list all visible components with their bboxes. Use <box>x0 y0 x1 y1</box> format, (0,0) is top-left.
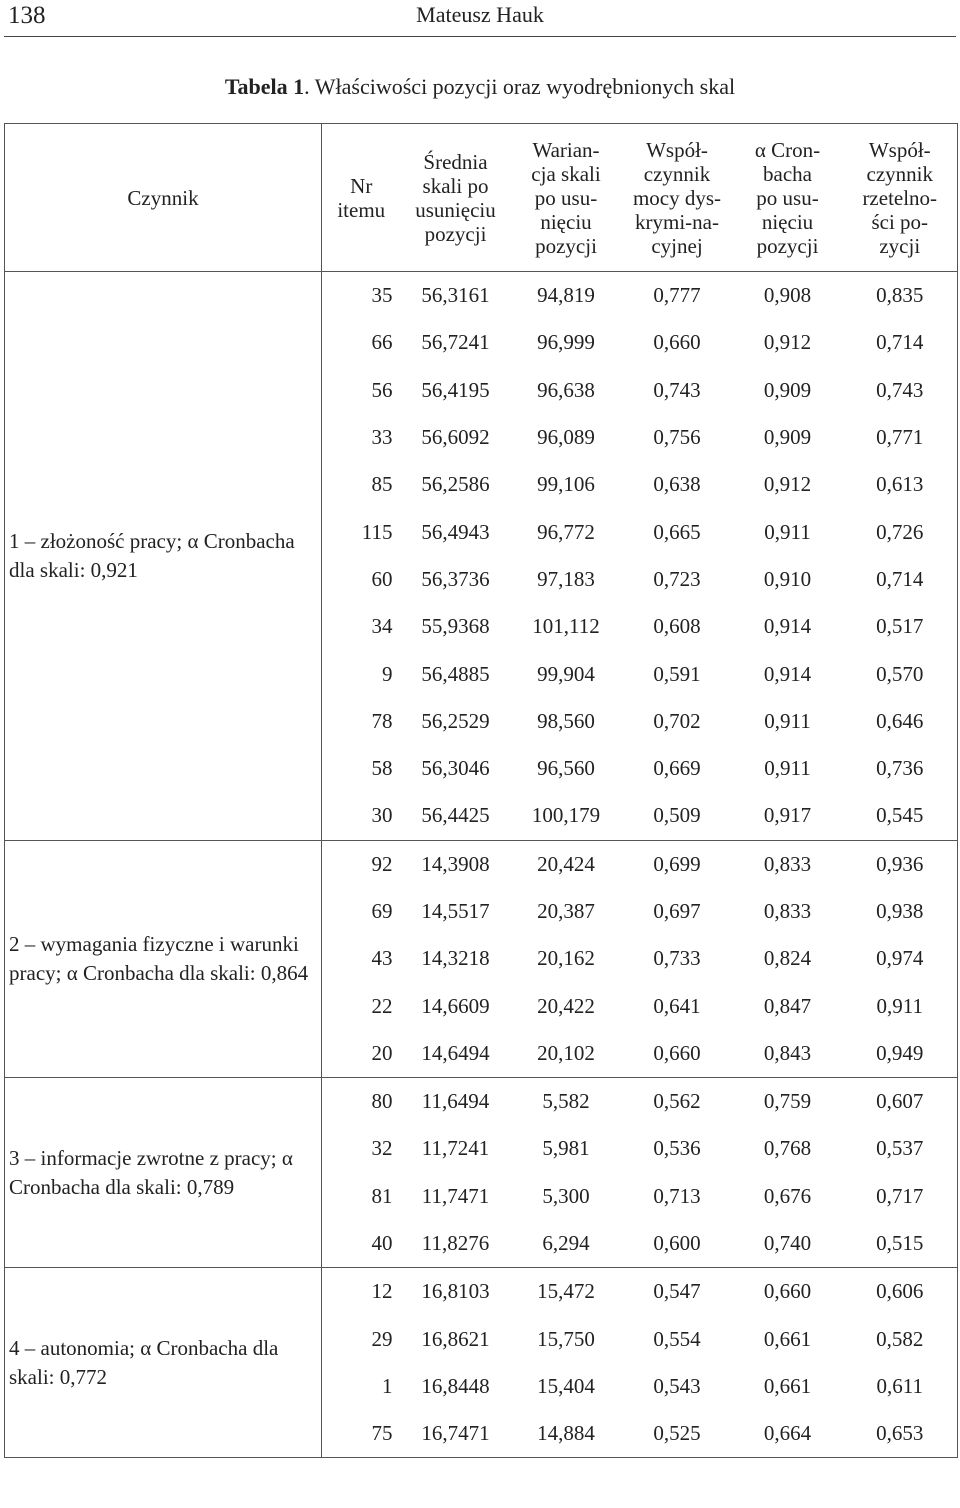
table-cell: 11,6494 <box>401 1078 511 1126</box>
table-cell: 58 <box>322 745 401 792</box>
table-cell: 43 <box>322 935 401 982</box>
table-cell: 0,591 <box>653 661 701 686</box>
table-cell: 11,7241 <box>421 1136 490 1161</box>
table-cell: 56,4885 <box>421 661 490 686</box>
table-cell: 0,824 <box>763 946 812 971</box>
table-cell: 0,653 <box>843 1410 958 1458</box>
table-cell: 0,669 <box>653 756 701 781</box>
table-cell: 5,300 <box>542 1183 590 1208</box>
table-cell: 0,843 <box>763 1040 812 1065</box>
table-cell: 14,6494 <box>421 1040 490 1065</box>
table-cell: 6,294 <box>542 1231 590 1256</box>
table-cell: 0,676 <box>763 1183 812 1208</box>
table-cell: 78 <box>322 698 401 745</box>
table-cell: 0,833 <box>763 899 812 923</box>
table-cell: 0,509 <box>653 803 701 828</box>
table-cell: 0,974 <box>843 935 958 982</box>
table-cell: 56 <box>322 367 401 414</box>
table-cell: 16,7471 <box>401 1410 511 1458</box>
table-cell: 96,999 <box>537 330 595 355</box>
table-cell: 0,699 <box>622 840 733 888</box>
table-cell: 0,545 <box>843 792 958 840</box>
table-cell: 96,560 <box>537 756 595 781</box>
table-cell: 96,638 <box>537 377 595 402</box>
table-cell: 20,102 <box>537 1040 595 1065</box>
table-cell: 16,8621 <box>421 1326 490 1351</box>
table-cell: 0,665 <box>653 519 701 544</box>
table-cell: 69 <box>322 888 401 935</box>
table-cell: 0,909 <box>763 377 812 402</box>
table-cell: 0,554 <box>653 1326 701 1351</box>
table-cell: 81 <box>322 1173 401 1220</box>
table-cell: 14,884 <box>511 1410 622 1458</box>
column-header-7: Współ- czynnik rzetelno- ści po- zycji <box>843 124 958 272</box>
table-cell: 16,8103 <box>401 1268 511 1316</box>
table-cell: 14,5517 <box>421 899 490 923</box>
table-cell: 0,714 <box>843 319 958 366</box>
table-row <box>5 1268 958 1316</box>
table-cell: 0,611 <box>843 1363 958 1410</box>
table-cell: 0,938 <box>843 888 958 935</box>
table-cell: 22 <box>322 982 401 1029</box>
table-cell: 0,911 <box>764 756 811 781</box>
table-cell: 33 <box>322 414 401 461</box>
table-cell: 11,7471 <box>421 1183 490 1208</box>
table-cell: 115 <box>322 508 401 555</box>
table-cell: 56,3161 <box>401 272 511 320</box>
table-cell: 56,3046 <box>421 756 490 781</box>
caption-text: . Właściwości pozycji oraz wyodrębnionych skal <box>304 74 736 99</box>
table-cell: 0,949 <box>843 1030 958 1078</box>
table-cell: 11,8276 <box>421 1231 490 1256</box>
caption-label: Tabela 1 <box>224 74 305 99</box>
column-header-5: Współ- czynnik mocy dys- krymi-na- cyjnej <box>622 124 733 272</box>
table-cell: 97,183 <box>537 566 595 591</box>
table-cell: 0,537 <box>843 1125 958 1172</box>
table-cell: 0,733 <box>653 946 701 971</box>
table-cell: 92 <box>322 840 401 888</box>
table-cell: 15,404 <box>537 1373 595 1398</box>
table-cell: 14,6609 <box>421 993 490 1018</box>
table-cell: 0,582 <box>843 1316 958 1363</box>
table-row <box>5 840 958 888</box>
table-cell: 0,525 <box>622 1410 733 1458</box>
table-cell: 0,914 <box>763 661 812 686</box>
table-cell: 30 <box>322 792 401 840</box>
table-cell: 99,904 <box>537 661 595 686</box>
table-caption <box>0 74 960 100</box>
table-cell: 5,582 <box>511 1078 622 1126</box>
table-cell: 0,910 <box>763 566 812 591</box>
column-header-2: Nr itemu <box>322 124 401 272</box>
table-cell: 20,162 <box>537 946 595 971</box>
table-cell: 1 <box>322 1363 401 1410</box>
factor-label-1: 1 – złożoność pracy; α Cronbacha dla skali: 0,921 <box>5 272 322 841</box>
table-cell: 15,750 <box>537 1326 595 1351</box>
table-cell: 20,422 <box>537 993 595 1018</box>
table-cell: 0,777 <box>622 272 733 320</box>
table-cell: 0,661 <box>763 1373 812 1398</box>
table-cell: 0,517 <box>843 603 958 650</box>
table-cell: 16,8448 <box>421 1373 490 1398</box>
table-cell: 0,641 <box>653 993 701 1018</box>
table-cell: 66 <box>322 319 401 366</box>
table-cell: 56,4195 <box>421 377 490 402</box>
table-cell: 75 <box>322 1410 401 1458</box>
table-cell: 20 <box>322 1030 401 1078</box>
table-cell: 56,4943 <box>421 519 490 544</box>
table-cell: 0,835 <box>843 272 958 320</box>
page-number: 138 <box>8 2 46 29</box>
table-cell: 0,756 <box>653 425 701 450</box>
table-cell: 0,723 <box>653 566 701 591</box>
table-cell: 100,179 <box>531 803 601 828</box>
table-row <box>5 272 958 320</box>
table-cell: 0,936 <box>843 840 958 888</box>
table-cell: 0,768 <box>763 1136 812 1161</box>
table-cell: 0,600 <box>653 1231 701 1256</box>
table-cell: 0,660 <box>733 1268 843 1316</box>
table-cell: 0,771 <box>843 414 958 461</box>
table-cell: 0,909 <box>763 425 812 450</box>
table-cell: 80 <box>322 1078 401 1126</box>
table-cell: 0,743 <box>653 377 701 402</box>
table-cell: 0,608 <box>653 614 701 639</box>
table-cell: 20,424 <box>511 840 622 888</box>
table-cell: 0,908 <box>733 272 843 320</box>
table-cell: 9 <box>322 650 401 697</box>
table-cell: 0,606 <box>843 1268 958 1316</box>
table-cell: 0,911 <box>764 708 811 733</box>
table-cell: 94,819 <box>511 272 622 320</box>
table-cell: 99,106 <box>537 472 595 497</box>
table-cell: 0,736 <box>843 745 958 792</box>
table-cell: 14,3218 <box>421 946 490 971</box>
table-cell: 0,664 <box>733 1410 843 1458</box>
factor-label-4: 4 – autonomia; α Cronbacha dla skali: 0,772 <box>5 1268 322 1458</box>
table-cell: 12 <box>322 1268 401 1316</box>
table-cell: 56,3736 <box>421 566 490 591</box>
table-cell: 29 <box>322 1316 401 1363</box>
table-cell: 5,981 <box>542 1136 590 1161</box>
table-cell: 56,6092 <box>421 425 490 450</box>
table-cell: 0,638 <box>653 472 701 497</box>
table-cell: 15,472 <box>511 1268 622 1316</box>
table-cell: 0,547 <box>622 1268 733 1316</box>
table-cell: 98,560 <box>537 708 595 733</box>
table-cell: 0,697 <box>653 899 701 923</box>
table-cell: 96,772 <box>537 519 595 544</box>
table-cell: 56,2529 <box>421 708 490 733</box>
table-cell: 0,914 <box>763 614 812 639</box>
table-cell: 56,7241 <box>421 330 490 355</box>
table-cell: 0,702 <box>653 708 701 733</box>
table-cell: 0,743 <box>843 367 958 414</box>
table-cell: 0,717 <box>843 1173 958 1220</box>
table-cell: 0,660 <box>653 330 701 355</box>
column-header-1: Czynnik <box>5 124 322 272</box>
table-cell: 0,536 <box>653 1136 701 1161</box>
table-cell: 0,912 <box>763 472 812 497</box>
table-cell: 55,9368 <box>421 614 490 639</box>
column-header-6: α Cron- bacha po usu- nięciu pozycji <box>733 124 843 272</box>
table-cell: 35 <box>322 272 401 320</box>
column-header-3: Średnia skali po usunięciu pozycji <box>401 124 511 272</box>
table-cell: 34 <box>322 603 401 650</box>
table-cell: 0,912 <box>763 330 812 355</box>
table-cell: 0,726 <box>843 508 958 555</box>
table-cell: 20,387 <box>537 899 595 923</box>
table-cell: 0,661 <box>763 1326 812 1351</box>
table-cell: 0,759 <box>733 1078 843 1126</box>
table-cell: 40 <box>322 1220 401 1268</box>
header-rule <box>4 36 956 37</box>
table-cell: 14,3908 <box>401 840 511 888</box>
table-cell: 0,713 <box>653 1183 701 1208</box>
factor-label-3: 3 – informacje zwrotne z pracy; α Cronbacha dla skali: 0,789 <box>5 1078 322 1268</box>
table-body <box>5 272 958 1458</box>
column-header-4: Warian- cja skali po usu- nięciu pozycji <box>511 124 622 272</box>
table-header <box>5 124 958 272</box>
running-head-author: Mateusz Hauk <box>416 2 544 27</box>
table-cell: 0,543 <box>653 1373 701 1398</box>
table-cell: 0,570 <box>843 650 958 697</box>
table-cell: 0,660 <box>653 1040 701 1065</box>
table-cell: 0,847 <box>763 993 812 1018</box>
table-cell: 60 <box>322 556 401 603</box>
table-cell: 85 <box>322 461 401 508</box>
table-cell: 56,2586 <box>421 472 490 497</box>
table-cell: 0,911 <box>764 519 811 544</box>
table-cell: 56,4425 <box>421 803 490 828</box>
table-cell: 101,112 <box>532 614 600 639</box>
properties-table <box>4 123 958 1458</box>
table-cell: 0,562 <box>622 1078 733 1126</box>
table-cell: 0,607 <box>843 1078 958 1126</box>
table-cell: 0,515 <box>843 1220 958 1268</box>
table-cell: 0,714 <box>843 556 958 603</box>
table-cell: 32 <box>322 1125 401 1172</box>
table-cell: 0,917 <box>763 803 812 828</box>
table-row <box>5 1078 958 1126</box>
table-cell: 0,833 <box>733 840 843 888</box>
factor-label-2: 2 – wymagania fizyczne i warunki pracy; α Cronbacha dla skali: 0,864 <box>5 840 322 1077</box>
table-cell: 0,613 <box>843 461 958 508</box>
table-cell: 0,646 <box>843 698 958 745</box>
table-cell: 96,089 <box>537 425 595 450</box>
table-cell: 0,911 <box>843 982 958 1029</box>
table-cell: 0,740 <box>763 1231 812 1256</box>
